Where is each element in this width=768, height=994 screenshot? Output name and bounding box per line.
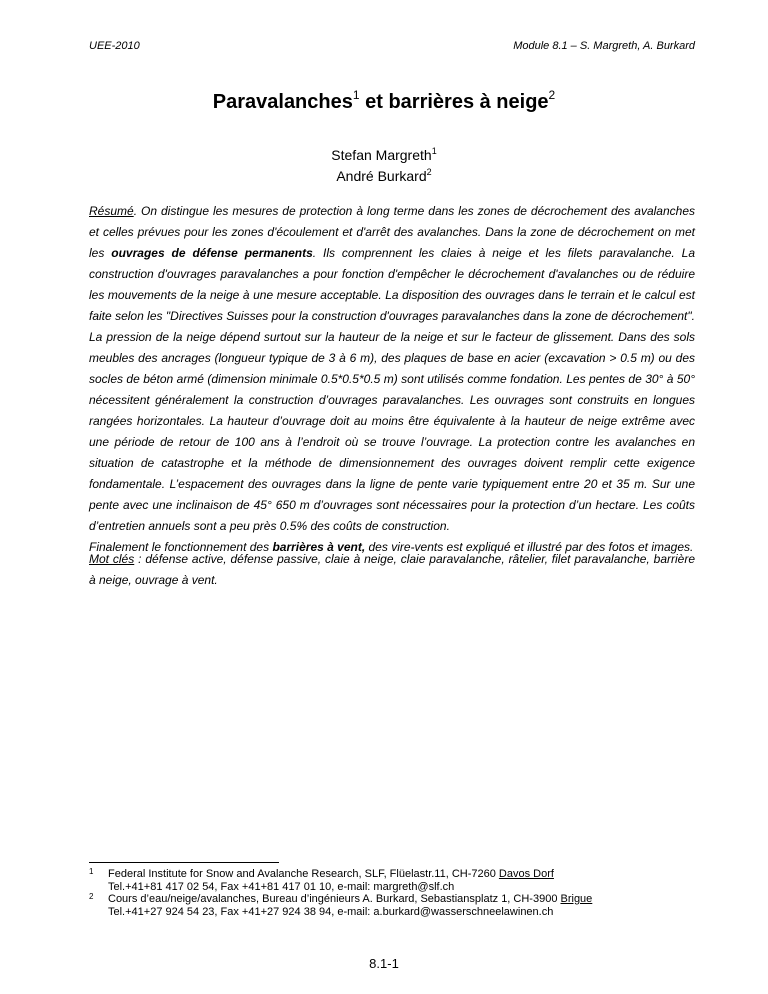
footnote-text: Cours d’eau/neige/avalanches, Bureau d’ingénieurs A. Burkard, Sebastiansplatz 1, CH-3900 [108,893,561,905]
keywords [89,549,695,591]
running-header-right: Module 8.1 – S. Margreth, A. Burkard [513,40,695,52]
footnote-text: Federal Institute for Snow and Avalanche Research, SLF, Flüelastr.11, CH-7260 [108,868,499,880]
title-part-1: Paravalanches [212,91,353,113]
keywords-text: : défense active, défense passive, claie à neige, claie paravalanche, râtelier, filet paravalanche, barrière à neige, ouvrage à vent. [89,552,695,587]
author-name: André Burkard [336,168,427,184]
author-affiliation-ref: 1 [431,146,437,156]
footnote-line [108,893,709,906]
author-1 [0,143,768,164]
footnote-place: Davos Dorf [498,868,554,880]
footnote-line: Tel.+41+81 417 02 54, Fax +41+81 417 01 10, e-mail: margreth@slf.ch [108,880,455,893]
title-part-2: et barrières à neige [359,91,549,113]
author-list [0,143,768,185]
footnotes [89,868,709,918]
author-name: Stefan Margreth [331,147,432,163]
title-footnote-ref-1: 1 [352,88,360,102]
keywords-label: Mot clés [89,552,135,566]
footnote-separator [89,862,279,863]
author-2 [0,164,768,185]
abstract-text: . On distingue les mesures de protection à long terme dans les zones de décrochement des avalanches et celles prévues pour les zones d'écoulement et d'arrêt des avalanches. Dans la zone de décrochement on met les [89,204,695,260]
paper-title [0,88,768,114]
abstract [89,201,695,558]
footnote-line: Tel.+41+27 924 54 23, Fax +41+27 924 38 94, e-mail: a.burkard@wasserschneelawinen.ch [108,905,554,918]
abstract-text: Finalement le fonctionnement des [89,540,273,554]
abstract-emphasis: barrières à vent, [272,540,366,554]
footnote-number: 2 [89,892,94,901]
footnote-place: Brigue [560,893,593,905]
footnote-1 [89,868,709,893]
footnote-line [108,868,709,881]
footnote-number: 1 [89,867,94,876]
abstract-emphasis: ouvrages de défense permanents [111,246,313,260]
abstract-text: . Ils comprennent les claies à neige et les filets paravalanche. La construction d'ouvrages paravalanches a pour fonction d'empêcher le décrochement d'avalanches ou de réduire les mouvements de la neige à une mesure acceptable. La disposition des ouvrages dans le terrain et le calcul est faite selon les "Directives Suisses pour la construction d'ouvrages paravalanches dans la zone de décrochement". La pression de la neige dépend surtout sur la hauteur de la neige et sur le facteur de glissement. Dans des sols meubles des ancrages (longueur typique de 3 à 6 m), des plaques de base en acier (excavation > 0.5 m) ou des socles de béton armé (dimension minimale 0.5*0.5*0.5 m) sont utilisés comme fondation. Les pentes de 30° à 50° nécessitent généralement la construction d’ouvrages paravalanches. Les ouvrages sont construits en longues rangées horizontales. La hauteur d’ouvrage doit au moins être équivalente à la hauteur de neige extrême avec une période de retour de 100 ans à l’endroit où se trouve l’ouvrage. La protection contre les avalanches en situation de catastrophe et la méthode de dimensionnement des ouvrages doivent remplir cette exigence fondamentale. L’espacement des ouvrages dans la ligne de pente varie typiquement entre 20 et 35 m. Sur une pente avec une inclinaison de 45° 650 m d’ouvrages sont nécessaires pour la protection d’un hectare. Les coûts d’entretien annuels sont a peu près 0.5% des coûts de construction. [89,246,695,533]
abstract-text: des vire-vents est expliqué et illustré par des fotos et images. [365,540,694,554]
title-footnote-ref-2: 2 [548,88,556,102]
abstract-label: Résumé [89,204,134,218]
footnote-2 [89,893,709,918]
author-affiliation-ref: 2 [426,167,432,177]
page-number: 8.1-1 [369,956,399,971]
running-header-left: UEE-2010 [89,40,140,52]
